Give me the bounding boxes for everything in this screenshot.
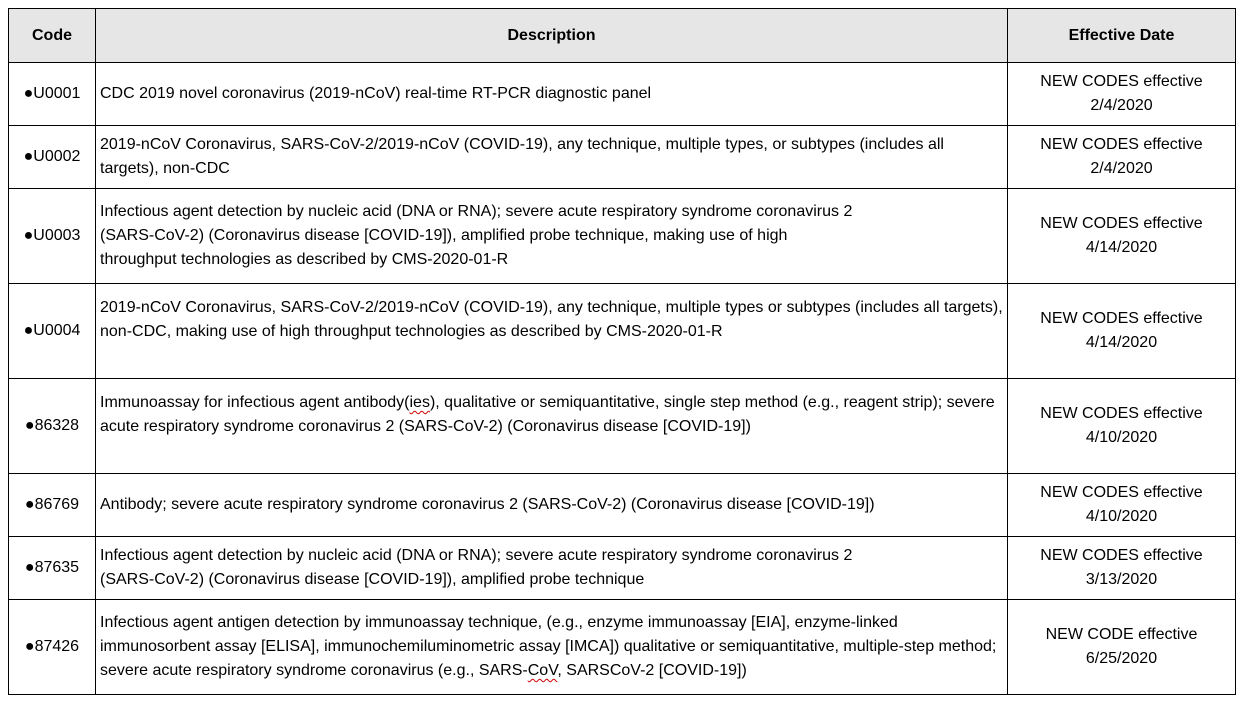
description-text: ), qualitative or semiquantitative, single step method (e.g., reagent strip); severe acute respiratory syndrome coronavirus 2 (SARS-CoV-2) (Coronavirus disease [COVID-19]) [100, 394, 995, 435]
effective-date-value: 4/14/2020 [1085, 239, 1158, 256]
row-effective-date [1008, 189, 1236, 284]
table-row [9, 189, 1236, 284]
description-line: (SARS-CoV-2) (Coronavirus disease [COVID-19]), amplified probe technique [100, 571, 645, 588]
row-effective-date [1008, 284, 1236, 379]
effective-label: NEW CODES effective [1040, 215, 1203, 232]
effective-date-value: 4/14/2020 [1085, 334, 1158, 351]
header-description: Description [96, 9, 1008, 63]
description-line: throughput technologies as described by CMS-2020-01-R [100, 251, 509, 268]
row-effective-date [1008, 126, 1236, 189]
table-row [9, 63, 1236, 126]
description-line: Infectious agent detection by nucleic acid (DNA or RNA); severe acute respiratory syndrome coronavirus 2 [100, 547, 853, 564]
description-text: , SARSCoV-2 [COVID-19]) [557, 662, 747, 679]
row-code: ●87426 [9, 600, 96, 695]
description-text: Infectious agent antigen detection by immunoassay technique, (e.g., enzyme immunoassay [EIA], enzyme-linked immunosorbent assay [ELISA], immunochemiluminometric assay [IMCA]) qualitative or semiquantitative, multiple-step method; severe acute respiratory syndrome coronavirus (e.g., SARS- [100, 614, 997, 679]
row-effective-date [1008, 474, 1236, 537]
description-line: Infectious agent detection by nucleic acid (DNA or RNA); severe acute respiratory syndrome coronavirus 2 [100, 203, 853, 220]
effective-label: NEW CODES effective [1040, 484, 1203, 501]
effective-date-value: 3/13/2020 [1085, 571, 1158, 588]
row-description [96, 600, 1008, 695]
header-code: Code [9, 9, 96, 63]
row-description [96, 379, 1008, 474]
effective-label: NEW CODES effective [1040, 547, 1203, 564]
table-row [9, 126, 1236, 189]
effective-label: NEW CODE effective [1045, 626, 1198, 643]
header-effective-date: Effective Date [1008, 9, 1236, 63]
row-code: ●87635 [9, 537, 96, 600]
row-description: Antibody; severe acute respiratory syndrome coronavirus 2 (SARS-CoV-2) (Coronavirus disease [COVID-19]) [96, 474, 1008, 537]
row-description: 2019-nCoV Coronavirus, SARS-CoV-2/2019-nCoV (COVID-19), any technique, multiple types or subtypes (includes all targets), non-CDC, making use of high throughput technologies as described by CMS-2020-01-R [96, 284, 1008, 379]
spellcheck-underline: ies [409, 394, 430, 411]
table-row [9, 600, 1236, 695]
effective-label: NEW CODES effective [1040, 310, 1203, 327]
description-text: Immunoassay for infectious agent antibody( [100, 394, 410, 411]
row-effective-date [1008, 63, 1236, 126]
effective-date-value: 6/25/2020 [1085, 650, 1158, 667]
table-row [9, 537, 1236, 600]
table-row [9, 474, 1236, 537]
covid-codes-table [8, 8, 1236, 695]
row-description [96, 537, 1008, 600]
row-description: 2019-nCoV Coronavirus, SARS-CoV-2/2019-nCoV (COVID-19), any technique, multiple types, or subtypes (includes all targets), non-CDC [96, 126, 1008, 189]
effective-label: NEW CODES effective [1040, 405, 1203, 422]
row-effective-date [1008, 537, 1236, 600]
row-effective-date [1008, 600, 1236, 695]
row-code: ●U0001 [9, 63, 96, 126]
effective-label: NEW CODES effective [1040, 136, 1203, 153]
spellcheck-underline: CoV [527, 662, 558, 679]
row-effective-date [1008, 379, 1236, 474]
effective-label: NEW CODES effective [1040, 73, 1203, 90]
row-code: ●86328 [9, 379, 96, 474]
row-code: ●U0003 [9, 189, 96, 284]
effective-date-value: 4/10/2020 [1085, 429, 1158, 446]
table-row [9, 379, 1236, 474]
row-code: ●U0002 [9, 126, 96, 189]
header-row [9, 9, 1236, 63]
effective-date-value: 2/4/2020 [1090, 97, 1153, 114]
row-description: CDC 2019 novel coronavirus (2019-nCoV) real-time RT-PCR diagnostic panel [96, 63, 1008, 126]
table-row [9, 284, 1236, 379]
row-code: ●86769 [9, 474, 96, 537]
row-code: ●U0004 [9, 284, 96, 379]
description-line: (SARS-CoV-2) (Coronavirus disease [COVID-19]), amplified probe technique, making use of high [100, 227, 788, 244]
effective-date-value: 2/4/2020 [1090, 160, 1153, 177]
effective-date-value: 4/10/2020 [1085, 508, 1158, 525]
row-description [96, 189, 1008, 284]
